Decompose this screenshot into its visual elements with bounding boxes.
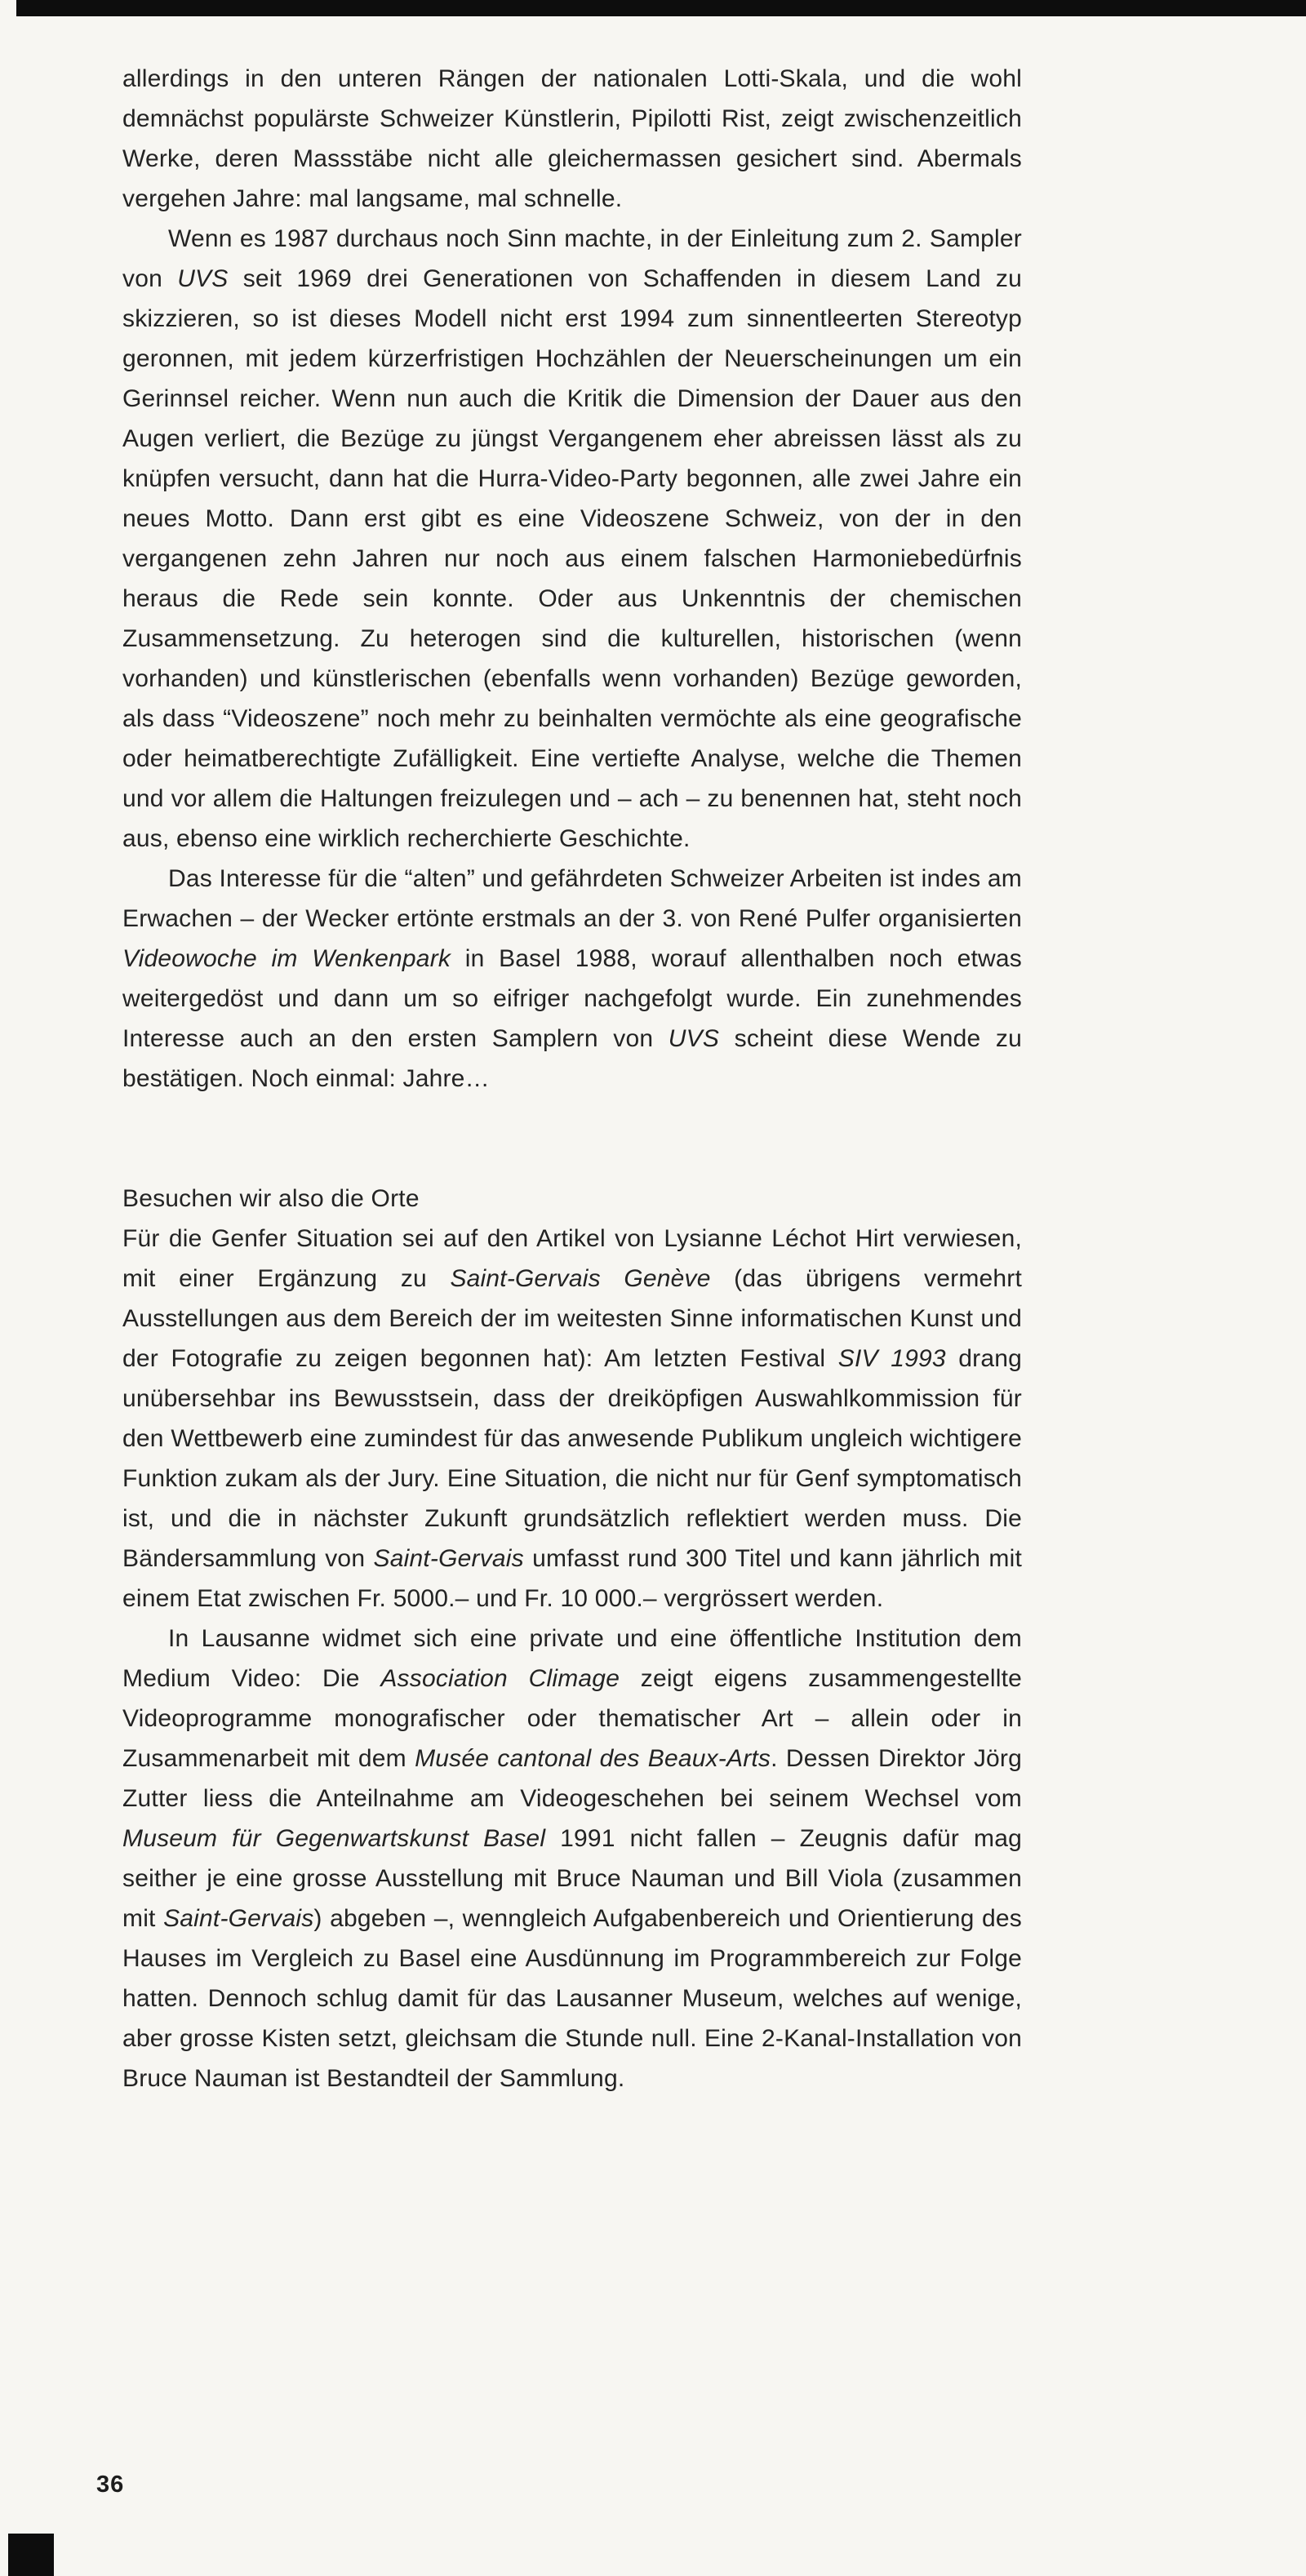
- paragraph: [122, 219, 1022, 859]
- italic-title-text: UVS: [668, 1025, 720, 1052]
- italic-title-text: Saint-Gervais Genève: [450, 1265, 711, 1292]
- body-text: scheint diese Wende zu bestätigen. Noch einmal: Jahre…: [122, 1025, 1022, 1092]
- italic-title-text: UVS: [177, 265, 229, 292]
- italic-title-text: SIV 1993: [837, 1345, 946, 1372]
- body-text: In Lausanne widmet sich eine private und eine öffentliche Institution dem Medium Video: Die: [122, 1625, 1022, 1692]
- body-text: Das Interesse für die “alten” und gefährdeten Schweizer Arbeiten ist indes am Erwachen – der Wecker ertönte erstmals an der 3. von René Pulfer organisierten: [122, 865, 1022, 932]
- section-heading: [122, 1179, 1022, 1219]
- paragraph: [122, 1619, 1022, 2099]
- body-text: (das übrigens vermehrt Ausstellungen aus dem Bereich der im weitesten Sinne informatischen Kunst und der Fotografie zu zeigen begonnen hat): Am letzten Festival: [122, 1265, 1023, 1372]
- top-edge-bar: [16, 0, 1306, 16]
- body-text: . Dessen Direktor Jörg Zutter liess die Anteilnahme am Videogeschehen bei seinem Wechsel vom: [122, 1745, 1022, 1812]
- page-number: 36: [96, 2472, 125, 2498]
- italic-title-text: Musée cantonal des Beaux-Arts: [415, 1745, 771, 1772]
- italic-title-text: Museum für Gegenwartskunst Basel: [122, 1825, 546, 1852]
- body-text: in Basel 1988, worauf allenthalben noch etwas weitergedöst und dann um so eifriger nachgefolgt wurde. Ein zunehmendes Interesse auch an den ersten Samplern von: [122, 945, 1022, 1052]
- paragraph: [122, 59, 1022, 219]
- body-text: seit 1969 drei Generationen von Schaffenden in diesem Land zu skizzieren, so ist dieses Modell nicht erst 1994 zum sinnentleerten Stereotyp geronnen, mit jedem kürzerfristigen Hochzählen der Neuerscheinungen um ein Gerinnsel reicher. Wenn nun auch die Kritik die Dimension der Dauer aus den Augen verliert, die Bezüge zu jüngst Vergangenem eher abreissen lässt als zu knüpfen versucht, dann hat die Hurra-Video-Party begonnen, alle zwei Jahre ein neues Motto. Dann erst gibt es eine Videoszene Schweiz, von der in den vergangenen zehn Jahren nur noch aus einem falschen Harmoniebedürfnis heraus die Rede sein konnte. Oder aus Unkenntnis der chemischen Zusammensetzung. Zu heterogen sind die kulturellen, historischen (wenn vorhanden) und künstlerischen (ebenfalls wenn vorhanden) Bezüge geworden, als dass “Videoszene” noch mehr zu beinhalten vermöchte als eine geografische oder heimatberechtigte Zufälligkeit. Eine vertiefte Analyse, welche die Themen und vor allem die Haltungen freizulegen und – ach – zu benennen hat, steht noch aus, ebenso eine wirklich recherchierte Geschichte.: [122, 265, 1022, 852]
- body-text: Wenn es 1987 durchaus noch Sinn machte, in der Einleitung zum 2. Sampler von: [122, 225, 1022, 292]
- bottom-left-mark: [8, 2534, 54, 2576]
- body-text: allerdings in den unteren Rängen der nationalen Lotti-Skala, und die wohl demnächst populärste Schweizer Künstlerin, Pipilotti Rist, zeigt zwischenzeitlich Werke, deren Massstäbe nicht alle gleichermassen gesichert sind. Abermals vergehen Jahre: mal langsame, mal schnelle.: [122, 65, 1022, 212]
- italic-title-text: Association Climage: [380, 1665, 620, 1692]
- italic-title-text: Saint-Gervais: [373, 1545, 524, 1572]
- body-text: 1991 nicht fallen – Zeugnis dafür mag seither je eine grosse Ausstellung mit Bruce Nauman und Bill Viola (zusammen mit: [122, 1825, 1022, 1932]
- body-text: ) abgeben –, wenngleich Aufgabenbereich und Orientierung des Hauses im Vergleich zu Basel eine Ausdünnung im Programmbereich zur Folge hatten. Dennoch schlug damit für das Lausanner Museum, welches auf wenige, aber grosse Kisten setzt, gleichsam die Stunde null. Eine 2-Kanal-Installation von Bruce Nauman ist Bestandteil der Sammlung.: [122, 1905, 1022, 2092]
- paragraph: [122, 1219, 1022, 1619]
- paragraph: [122, 859, 1022, 1099]
- italic-title-text: Saint-Gervais: [163, 1905, 314, 1932]
- body-text: drang unübersehbar ins Bewusstsein, dass der dreiköpfigen Auswahlkommission für den Wettbewerb eine zumindest für das anwesende Publikum ungleich wichtigere Funktion zukam als der Jury. Eine Situation, die nicht nur für Genf symptomatisch ist, und die in nächster Zukunft grundsätzlich reflektiert werden muss. Die Bändersammlung von: [122, 1345, 1023, 1572]
- body-text: Für die Genfer Situation sei auf den Artikel von Lysianne Léchot Hirt verwiesen, mit einer Ergänzung zu: [122, 1225, 1022, 1292]
- body-text: Besuchen wir also die Orte: [122, 1185, 420, 1212]
- body-text: zeigt eigens zusammengestellte Videoprogramme monografischer oder thematischer Art – allein oder in Zusammenarbeit mit dem: [122, 1665, 1022, 1772]
- article-text: [122, 59, 1022, 2099]
- italic-title-text: Videowoche im Wenkenpark: [122, 945, 451, 972]
- body-text: umfasst rund 300 Titel und kann jährlich mit einem Etat zwischen Fr. 5000.– und Fr. 10 000.– vergrössert werden.: [122, 1545, 1022, 1612]
